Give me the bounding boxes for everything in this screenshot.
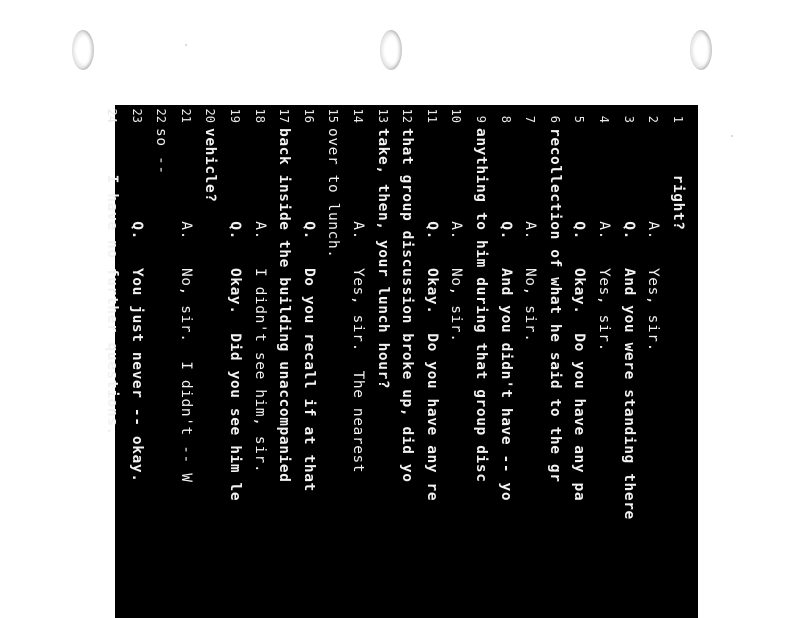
line-number: 21 [178, 108, 193, 123]
scan-speck [185, 44, 187, 46]
line-text: back inside the building unaccompanied [276, 128, 293, 483]
transcript-line [395, 105, 420, 618]
line-number: 17 [277, 108, 292, 123]
line-text: Q. Okay. Do you have any pa [571, 128, 588, 502]
transcript-line [493, 105, 518, 618]
line-text: right? [669, 128, 686, 231]
rotated-transcript-body [103, 105, 698, 618]
line-number: 3 [621, 115, 636, 123]
line-text: Q. And you didn't have -- yo [497, 128, 514, 502]
transcript-line [124, 105, 149, 618]
line-number: 8 [498, 115, 513, 123]
transcript-line [665, 105, 690, 618]
transcript-line [321, 105, 346, 618]
binder-hole-right [690, 30, 712, 70]
line-number: 12 [400, 108, 415, 123]
transcript-line [616, 105, 641, 618]
line-number: 9 [473, 115, 488, 123]
line-text: A. No, sir. [448, 128, 465, 343]
line-number: 4 [596, 115, 611, 123]
scan-speck [731, 135, 733, 137]
line-number: 15 [326, 108, 341, 123]
line-number: 19 [227, 108, 242, 123]
line-number: 11 [424, 108, 439, 123]
line-number: 2 [646, 115, 661, 123]
line-number: 6 [547, 115, 562, 123]
line-text: so -- [153, 128, 170, 175]
line-text: that group discussion broke up, did yo [399, 128, 416, 483]
line-number: 1 [670, 115, 685, 123]
line-text: A. Yes, sir. The nearest [349, 128, 366, 474]
line-number: 14 [350, 108, 365, 123]
line-text: A. I didn't see him, sir. [251, 128, 268, 474]
line-text: anything to him during that group disc [472, 128, 489, 483]
transcript-line [149, 105, 174, 618]
transcript-page [103, 105, 698, 618]
transcript-line [272, 105, 297, 618]
line-text: Q. Okay. Do you have any re [423, 128, 440, 502]
transcript-line [518, 105, 543, 618]
line-number: 18 [252, 108, 267, 123]
line-text: vehicle? [202, 128, 219, 203]
line-number: 22 [154, 108, 169, 123]
transcript-line [567, 105, 592, 618]
transcript-line [247, 105, 272, 618]
line-number: 7 [523, 115, 538, 123]
line-number: 10 [449, 108, 464, 123]
transcript-line [346, 105, 371, 618]
line-text: A. Yes, sir. [645, 128, 662, 352]
line-text: I have no further questions. [103, 128, 120, 436]
line-number: 20 [203, 108, 218, 123]
binder-hole-center [380, 30, 402, 70]
transcript-line [173, 105, 198, 618]
transcript-line [296, 105, 321, 618]
line-text: take, then, your lunch hour? [374, 128, 391, 390]
line-text: Q. And you were standing there [620, 128, 637, 520]
line-number: 24 [104, 108, 119, 123]
line-text: Q. Do you recall if at that [300, 128, 317, 492]
transcript-line [469, 105, 494, 618]
line-text: A. No, sir. [522, 128, 539, 343]
line-text: Q. You just never -- okay. [128, 128, 145, 483]
line-text: A. No, sir. I didn't -- W [177, 128, 194, 483]
transcript-line [198, 105, 223, 618]
transcript-line [641, 105, 666, 618]
line-text: A. Yes, sir. [595, 128, 612, 352]
line-text: recollection of what he said to the gr [546, 128, 563, 483]
line-number: 16 [301, 108, 316, 123]
transcript-line [419, 105, 444, 618]
transcript-line [592, 105, 617, 618]
line-text: Q. Okay. Did you see him le [226, 128, 243, 502]
line-number: 23 [129, 108, 144, 123]
transcript-line [370, 105, 395, 618]
transcript-line [223, 105, 248, 618]
transcript-line [444, 105, 469, 618]
transcript-line [100, 105, 125, 618]
line-text: over to lunch. [325, 128, 342, 259]
binder-hole-left [72, 30, 94, 70]
transcript-line [542, 105, 567, 618]
line-number: 5 [572, 115, 587, 123]
line-number: 13 [375, 108, 390, 123]
